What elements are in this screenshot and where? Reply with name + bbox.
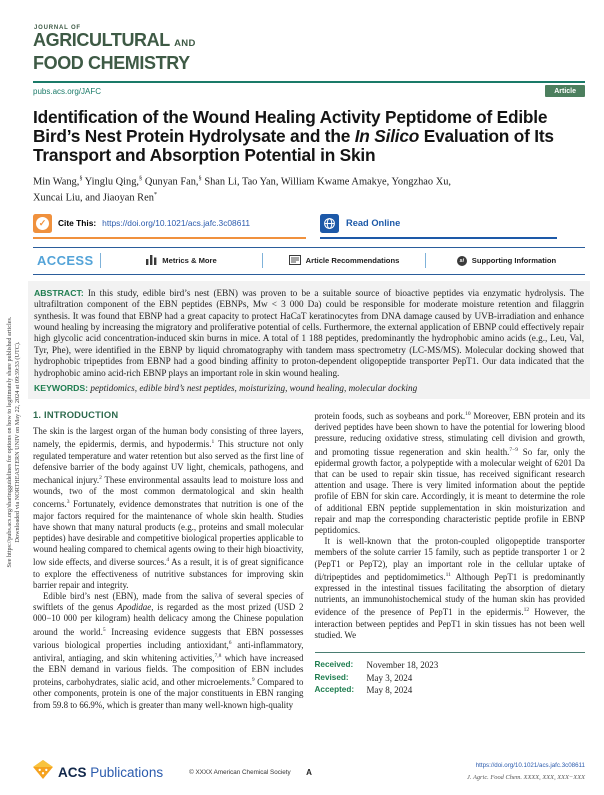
supporting-information-item[interactable] bbox=[432, 256, 581, 266]
journal-kicker: JOURNAL OF bbox=[34, 25, 81, 31]
header-rule bbox=[33, 81, 585, 83]
received-value: November 18, 2023 bbox=[366, 659, 439, 670]
check-glyph: ✓ bbox=[36, 217, 49, 230]
revised-value: May 3, 2024 bbox=[366, 672, 413, 683]
received-row bbox=[315, 659, 586, 672]
abstract-label: ABSTRACT: bbox=[34, 287, 84, 298]
author-line-2: Xuncai Liu, and Jiaoyan Ren* bbox=[33, 191, 158, 204]
article-type-badge: Article bbox=[545, 85, 585, 97]
globe-icon bbox=[320, 214, 339, 233]
accepted-value: May 8, 2024 bbox=[366, 685, 413, 696]
supporting-info-icon: si bbox=[457, 256, 467, 266]
intro-paragraph-3: protein foods, such as soybeans and pork.$^{10}$ Moreover, EBN protein and its derived peptides have been shown to have the potential for lowering blood pressure, reducing oxidative stress, stimulating cell division and growth, and promoting tissue regeneration and skin health.$^{7-9}$ So far, only the epidermal growth factor, a polypeptide with a molecular weight of 6201 Da that can be used to repair skin tissue, has received significant research attention and usage. There is very limited information about the peptide profile of EBN for skin care. Accordingly, it is meant to determine the role of additional EBN peptide supplementation in skin moisturization and repair and map the corresponding characteristic peptide profile in EBNP peptidomics. bbox=[314, 410, 585, 535]
abstract-paragraph bbox=[34, 288, 584, 379]
keywords-label: KEYWORDS: bbox=[34, 383, 89, 393]
copyright-notice: © XXXX American Chemical Society bbox=[189, 768, 291, 776]
article-recommendations-label: Article Recommendations bbox=[305, 256, 400, 266]
title-line-1: Identification of the Wound Healing Activity Peptidome of Edible bbox=[33, 106, 548, 127]
revised-row bbox=[315, 672, 586, 685]
read-online-button[interactable] bbox=[320, 213, 557, 239]
footer-doi-link[interactable]: https://doi.org/10.1021/acs.jafc.3c08611 bbox=[475, 762, 585, 770]
acs-publications-logo bbox=[33, 760, 163, 784]
intro-paragraph-2: Edible bird’s nest (EBN), made from the saliva of several species of swiftlets of the genus Apodidae, is regarded as the most prized (USD 2 000−10 000 per kilogram) health delicacy among the Chinese population around the world.$^5$ Increasing evidence suggests that EBN possesses various biological properties including antioxidant,$^6$ anti-inflammatory, antiviral, antiaging, and skin whitening activities,$^{7,8}$ which have increased the EBN demand in various fields. The composition of EBN includes proteins, carbohydrates, sialic acid, and other microelements.$^9$ Compared to other components, protein is one of the major constituents in EBN ranging from 59.8 to 66.9%, which is greater than many well-known high-quality bbox=[33, 590, 304, 710]
abstract-section bbox=[28, 281, 590, 399]
journal-citation: J. Agric. Food Chem. XXXX, XXX, XXX−XXX bbox=[467, 773, 585, 781]
journal-name-main: AGRICULTURAL bbox=[33, 30, 170, 50]
accepted-row bbox=[315, 684, 586, 697]
article-title bbox=[33, 108, 585, 166]
keywords-text: peptidomics, edible bird’s nest peptides, moisturizing, wound healing, molecular docking bbox=[90, 383, 418, 393]
sharing-guidelines-notice: See https://pubs.acs.org/sharingguidelines for options on how to legitimately share published articles. bbox=[6, 316, 13, 568]
cite-this-bar bbox=[33, 213, 306, 239]
received-label: Received: bbox=[314, 659, 354, 669]
cite-this-label: Cite This: bbox=[58, 218, 97, 229]
footer-citation-block bbox=[467, 762, 585, 781]
title-line-2: Bird’s Nest Protein Hydrolysate and the In Silico Evaluation of Its bbox=[33, 126, 554, 146]
document-icon bbox=[289, 255, 301, 267]
access-link[interactable]: ACCESS bbox=[37, 253, 94, 269]
keywords-line bbox=[34, 383, 584, 393]
revised-label: Revised: bbox=[314, 672, 349, 682]
read-online-label: Read Online bbox=[346, 218, 401, 229]
page-footer bbox=[33, 760, 585, 784]
cite-check-icon bbox=[33, 214, 52, 233]
journal-name-line1 bbox=[33, 31, 585, 54]
publications-text: Publications bbox=[90, 764, 164, 780]
body-columns bbox=[33, 409, 585, 711]
metrics-label: Metrics & More bbox=[162, 256, 217, 266]
author-line-1: Min Wang,§ Yinglu Qing,§ Qunyan Fan,§ Shan Li, Tao Yan, William Kwame Amakye, Yongzhao Xu, bbox=[33, 174, 452, 188]
page-letter: A bbox=[306, 767, 312, 777]
supporting-information-label: Supporting Information bbox=[471, 256, 557, 266]
download-notice: Downloaded via NORTHEASTERN UNIV on May 22, 2024 at 09:39:33 (UTC). bbox=[13, 341, 21, 543]
metrics-item[interactable] bbox=[107, 255, 256, 267]
site-row bbox=[33, 85, 585, 98]
journal-logo bbox=[33, 25, 585, 72]
abstract-text: In this study, edible bird’s nest (EBN) was proven to be a suitable source of bioactive peptides via enzymatic hydrolysis. The ultrafiltration component of the EBN peptides (EBNPs, Mw < 3 000 Da) could be responsible for moderate moisture retention and filaggrin synthesis. It was found that EBNP had a great capacity to protect HaCaT keratinocytes from DNA damage caused by UVB-irradiation and enhance wound healing by increasing the migratory and proliferative potential of cells. Furthermore, the external application of EBNP could effectively repair high glycolic acid concentration-induced skin burns in mice. A total of 1 188 peptides, predominantly the hydrophobic amino acids (e.g., Leu, Val, Tyr, Phe), were identified in the EBNP by liquid chromatography with tandem mass spectrometry (LC-MS/MS). Molecular docking showed that hydrophobic tripeptides from EBNP had a good binding affinity to proton-dependent oligopeptide transporter PepT1. Our data indicated that the hydrophobic amino acid-rich EBNP plays an important role in skin wound healing. bbox=[34, 287, 584, 378]
journal-name-line2: FOOD CHEMISTRY bbox=[33, 52, 190, 73]
journal-url-link[interactable]: pubs.acs.org/JAFC bbox=[33, 86, 102, 96]
access-divider bbox=[100, 253, 101, 268]
accepted-label: Accepted: bbox=[314, 685, 355, 695]
right-column bbox=[315, 409, 586, 711]
doi-link[interactable]: https://doi.org/10.1021/acs.jafc.3c08611 bbox=[102, 218, 251, 229]
cite-row bbox=[33, 213, 585, 239]
acs-diamond-icon bbox=[33, 760, 53, 784]
acs-wordmark bbox=[58, 765, 163, 780]
acs-text: ACS bbox=[58, 764, 87, 780]
title-line-3: Transport and Absorption Potential in Skin bbox=[33, 145, 376, 166]
access-bar bbox=[33, 247, 585, 275]
vertical-download-notice bbox=[6, 232, 21, 652]
introduction-heading: 1. INTRODUCTION bbox=[33, 409, 119, 420]
journal-name-and: AND bbox=[174, 38, 196, 49]
bar-chart-icon bbox=[146, 255, 157, 267]
access-divider bbox=[425, 253, 426, 268]
dates-block bbox=[315, 652, 586, 697]
intro-paragraph-1: The skin is the largest organ of the human body consisting of three layers, namely, the epidermis, dermis, and hypodermis.$^1$ This structure not only regulated temperature and water retention but also served as the first line of defensive barrier of the body against UV light, chemicals, pathogens, and mechanical injury.$^2$ These environmental assaults lead to moisture loss and wounds, two of the most common dermatological and skin health concerns.$^3$ Fortunately, evidence demonstrates that nutrition is one of the major factors required for the maintenance of whole skin health. Studies have shown that many natural products (e.g., proteins and small molecular peptides) have desirable and competitive biological properties applicable to wound healing compared to chemical agents owing to their high bioactivity, low side effects, and diverse sources.$^4$ As a result, it is of great significance to explore the effectiveness of nutritive substances for improving skin barrier repair and integrity. bbox=[33, 426, 304, 590]
access-divider bbox=[262, 253, 263, 268]
author-list bbox=[33, 172, 585, 205]
article-recommendations-item[interactable] bbox=[269, 255, 418, 267]
intro-paragraph-4: It is well-known that the proton-coupled oligopeptide transporter members of the solute carrier 15 family, such as peptide transporter 1 or 2 (PepT1 or PepT2), play an important role in the cellular uptake of di/tripeptides and peptidomimetics.$^{11}$ Although PepT1 is predominantly expressed in the intestinal tissues facilitating the absorption of dietary nutrients, an immunohistochemical study of the human skin has provided evidence of the presence of PepT1 in the epidermis.$^{12}$ However, the interaction between peptides and PepT1 in skin tissues has not been well studied. We bbox=[314, 536, 585, 640]
left-column bbox=[33, 409, 304, 711]
